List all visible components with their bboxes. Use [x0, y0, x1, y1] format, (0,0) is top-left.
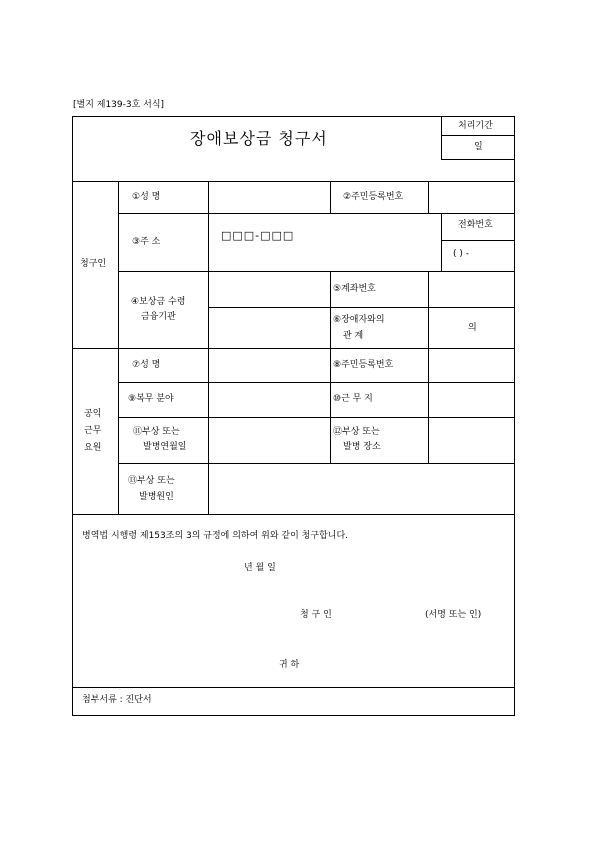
cause-label-1: ⑬부상 또는	[128, 476, 175, 486]
bank-field[interactable]	[209, 272, 329, 306]
injury-place-label-1: ⑫부상 또는	[333, 427, 380, 437]
duty-label: ⑨복무 분야	[128, 394, 174, 404]
postal-code-boxes[interactable]: □□□-□□□	[221, 229, 295, 242]
workplace-label: ⑩근 무 지	[333, 394, 373, 404]
worker-rrn-label: ⑧주민등록번호	[333, 360, 394, 370]
injury-place-field[interactable]	[429, 418, 514, 462]
sign-note: (서명 또는 인)	[425, 610, 482, 620]
claimant-address-label: ③주 소	[132, 237, 161, 247]
claimant-name-label: ①성 명	[132, 192, 161, 202]
claimant-sign-label: 청 구 인	[300, 610, 332, 620]
worker-rrn-field[interactable]	[429, 349, 514, 381]
phone-label: 전화번호	[458, 220, 493, 230]
worker-section-label-3: 요원	[84, 443, 102, 453]
account-field[interactable]	[429, 272, 514, 306]
relation-label-line2: 관 계	[343, 331, 364, 341]
claimant-rrn-field[interactable]	[429, 182, 514, 212]
addressee: 귀 하	[279, 660, 300, 670]
attachment-note: 첨부서류 : 진단서	[82, 695, 152, 705]
form-code: [별지 제139-3호 서식]	[73, 100, 165, 110]
processing-period-label: 처리기간	[458, 121, 493, 131]
worker-section-label-1: 공익	[84, 409, 102, 419]
processing-period-value: 일	[474, 142, 483, 152]
injury-date-label-2: 발병연월일	[143, 442, 187, 452]
cause-field[interactable]	[209, 464, 514, 513]
workplace-field[interactable]	[429, 383, 514, 416]
claimant-rrn-label: ②주민등록번호	[343, 192, 404, 202]
worker-name-field[interactable]	[209, 349, 329, 381]
injury-place-label-2: 발병 장소	[343, 442, 381, 452]
statement-text: 병역법 시행령 제153조의 3의 규정에 의하여 위와 같이 청구합니다.	[82, 531, 349, 541]
cause-label-2: 발병원인	[139, 492, 174, 502]
account-label: ⑤계좌번호	[333, 284, 376, 294]
duty-field[interactable]	[209, 383, 329, 416]
form-title: 장애보상금 청구서	[190, 129, 328, 148]
relation-label-line1: ⑥장애자와의	[333, 315, 385, 325]
claimant-section-label: 청구인	[80, 259, 107, 269]
bank-label-line1: ④보상금 수령	[131, 297, 186, 307]
worker-name-label: ⑦성 명	[132, 360, 161, 370]
relation-suffix: 의	[468, 323, 477, 333]
bank-label-line2: 금융기관	[141, 312, 176, 322]
phone-field[interactable]: ( ) -	[453, 249, 469, 259]
date-line: 년 월 일	[244, 563, 276, 573]
claimant-name-field[interactable]	[209, 182, 329, 212]
injury-date-field[interactable]	[209, 418, 329, 462]
worker-section-label-2: 근무	[84, 426, 102, 436]
injury-date-label-1: ⑪부상 또는	[133, 427, 180, 437]
